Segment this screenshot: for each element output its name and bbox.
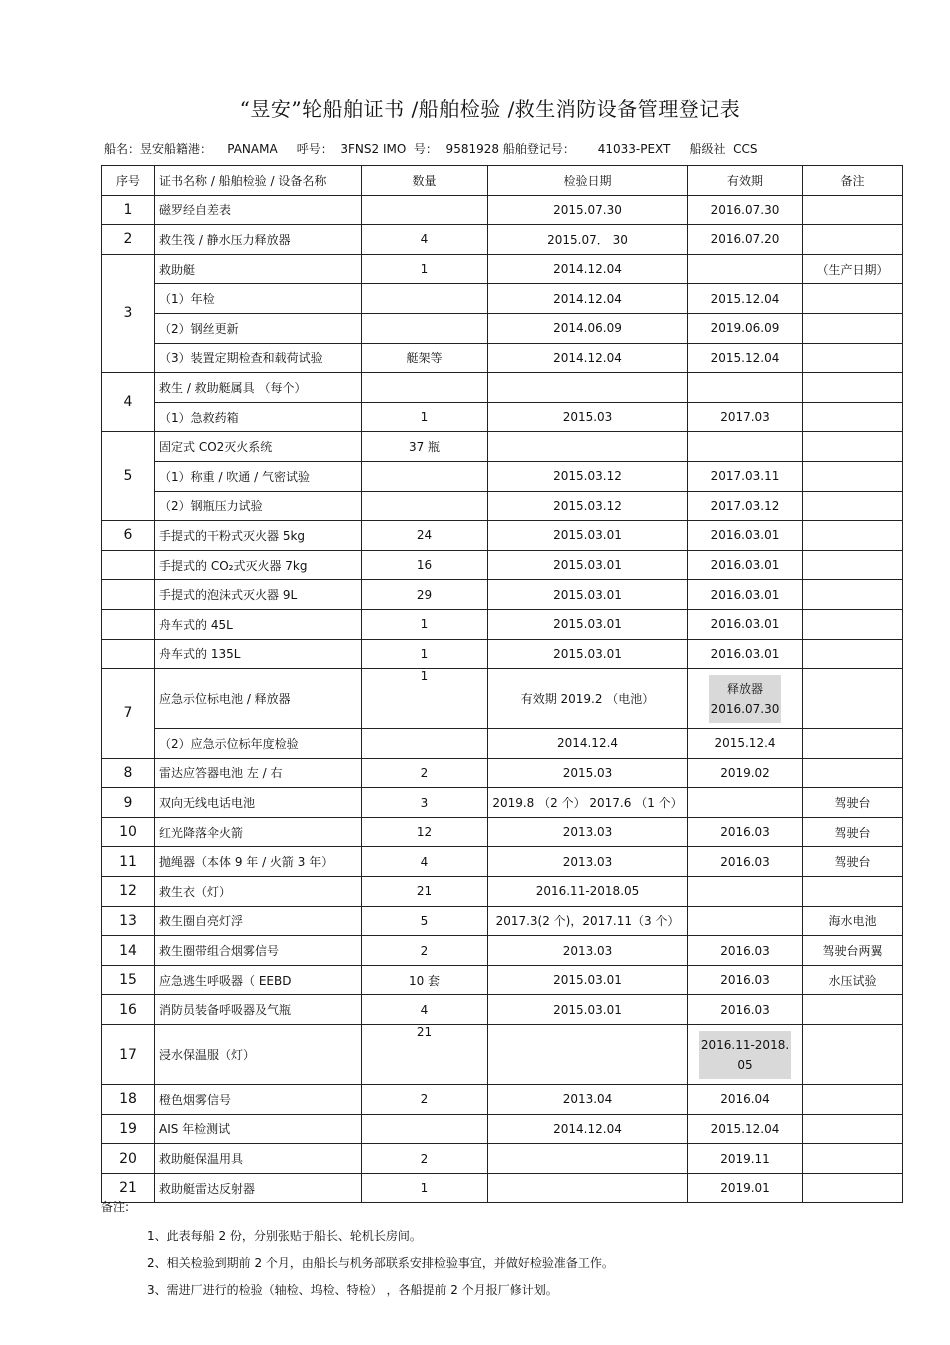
note-item: 3、需进厂进行的检验（轴检、坞检、特检） ，各船提前 2 个月报厂修计划。 [147,1283,558,1297]
cell-qty [362,373,488,403]
cell-qty: 2 [362,758,488,788]
cell-name: 浸水保温服（灯） [155,1025,362,1085]
cell-date: 2015.03.01 [488,521,688,551]
cell-name: （2）应急示位标年度检验 [155,729,362,759]
table-row [102,1025,903,1085]
valid-line-1: 释放器 [726,681,763,696]
table-row [102,847,903,877]
valid-line-1: 2016.11-2018. [700,1037,790,1052]
cell-remark [803,1173,903,1203]
cell-remark [803,491,903,521]
cell-qty: 1 [362,669,488,729]
col-header-date: 检验日期 [488,166,688,196]
cell-valid: 2015.12.04 [688,284,803,314]
cell-valid [688,432,803,462]
cell-date: 2015.03.01 [488,995,688,1025]
cell-qty: 5 [362,906,488,936]
cell-no: 11 [102,847,155,877]
cell-no: 2 [102,225,155,255]
cell-remark [803,1025,903,1085]
cell-qty [362,729,488,759]
cell-date: 2015.07． 30 [488,225,688,255]
cell-date: 2015.03.12 [488,491,688,521]
col-header-name: 证书名称 / 船舶检验 / 设备名称 [155,166,362,196]
cell-name: AIS 年检测试 [155,1114,362,1144]
cell-date: 2014.12.04 [488,254,688,284]
page-title: “昱安”轮船舶证书 /船舶检验 /救生消防设备管理登记表 [239,97,741,121]
cell-date: 2013.04 [488,1085,688,1115]
cell-qty [362,1114,488,1144]
cell-remark [803,225,903,255]
cell-qty: 1 [362,402,488,432]
table-row [102,817,903,847]
cell-no: 5 [102,432,155,521]
cell-name: 救生筏 / 静水压力释放器 [155,225,362,255]
cell-no: 6 [102,521,155,551]
table-row [102,1144,903,1174]
table-row [102,373,903,403]
cell-date: 2015.03.01 [488,550,688,580]
cell-qty: 21 [362,1025,488,1085]
cell-date: 有效期 2019.2 （电池） [488,669,688,729]
cell-remark [803,402,903,432]
cell-name: 手提式的泡沫式灭火器 9L [155,580,362,610]
cell-valid: 2016.03 [688,995,803,1025]
cell-no: 20 [102,1144,155,1174]
cell-no: 7 [102,669,155,759]
cell-name: （2）钢丝更新 [155,313,362,343]
cell-name: （1）年检 [155,284,362,314]
cell-no: 12 [102,877,155,907]
cell-valid: 2015.12.04 [688,1114,803,1144]
valid-line-2: 2016.07.30 [710,701,780,716]
cell-valid: 2017.03.11 [688,461,803,491]
table-row [102,195,903,225]
table-row [102,254,903,284]
table-row [102,491,903,521]
cell-date: 2015.03 [488,402,688,432]
cell-valid: 2019.11 [688,1144,803,1174]
cell-remark [803,432,903,462]
cell-no: 17 [102,1025,155,1085]
table-row [102,936,903,966]
cell-no: 21 [102,1173,155,1203]
table-row [102,402,903,432]
cell-valid: 2017.03 [688,402,803,432]
cell-remark [803,284,903,314]
cell-remark [803,995,903,1025]
cell-qty: 24 [362,521,488,551]
cell-date [488,373,688,403]
table-row [102,995,903,1025]
table-row [102,1085,903,1115]
cell-name: 固定式 CO2灭火系统 [155,432,362,462]
cell-qty: 1 [362,639,488,669]
cell-qty [362,491,488,521]
cell-name: 橙色烟雾信号 [155,1085,362,1115]
cell-qty: 4 [362,847,488,877]
cell-valid: 2016.03 [688,817,803,847]
cell-remark: 海水电池 [803,906,903,936]
note-item: 2、相关检验到期前 2 个月，由船长与机务部联系安排检验事宜，并做好检验准备工作。 [147,1256,614,1270]
cell-valid: 2015.12.4 [688,729,803,759]
cell-name: 消防员装备呼吸器及气瓶 [155,995,362,1025]
cell-name: 舟车式的 135L [155,639,362,669]
table-row [102,313,903,343]
cell-no: 14 [102,936,155,966]
cell-qty: 4 [362,995,488,1025]
table-row [102,1114,903,1144]
cell-name: 雷达应答器电池 左 / 右 [155,758,362,788]
cell-remark [803,669,903,729]
cell-qty: 12 [362,817,488,847]
cell-remark [803,343,903,373]
cell-no: 18 [102,1085,155,1115]
cell-qty: 1 [362,254,488,284]
cell-valid: 2016.07.20 [688,225,803,255]
cell-name: 应急示位标电池 / 释放器 [155,669,362,729]
cell-name: 手提式的 CO₂式灭火器 7kg [155,550,362,580]
table-row [102,521,903,551]
cell-date: 2015.03.01 [488,580,688,610]
cell-remark [803,1144,903,1174]
cell-date [488,1144,688,1174]
cell-valid: 2019.02 [688,758,803,788]
table-row [102,639,903,669]
cell-valid: 2015.12.04 [688,343,803,373]
cell-qty: 2 [362,936,488,966]
cell-name: 红光降落伞火箭 [155,817,362,847]
valid-line-2: 05 [737,1057,753,1072]
cell-date: 2015.03.01 [488,609,688,639]
valid-highlight [709,675,782,723]
cell-valid [688,254,803,284]
cell-remark [803,1085,903,1115]
cell-valid [688,373,803,403]
cell-remark: 驾驶台 [803,847,903,877]
cell-remark [803,195,903,225]
cell-valid: 2016.07.30 [688,195,803,225]
table-row [102,343,903,373]
cell-date [488,1025,688,1085]
cell-remark [803,1114,903,1144]
cell-valid: 2016.03.01 [688,580,803,610]
table-row [102,965,903,995]
table-row [102,225,903,255]
cell-date: 2019.8 （2 个） 2017.6 （1 个） [488,788,688,818]
cell-date: 2013.03 [488,847,688,877]
cell-remark [803,313,903,343]
cell-name: 救生圈带组合烟雾信号 [155,936,362,966]
cell-valid [688,669,803,729]
cell-valid: 2016.03.01 [688,550,803,580]
table-row [102,580,903,610]
col-header-remark: 备注 [803,166,903,196]
cell-valid: 2016.03 [688,965,803,995]
cell-qty: 21 [362,877,488,907]
cell-no: 9 [102,788,155,818]
note-item: 1、此表每船 2 份，分别张贴于船长、轮机长房间。 [147,1229,422,1243]
cell-no [102,639,155,669]
col-header-no: 序号 [102,166,155,196]
cell-name: 应急逃生呼吸器（ EEBD [155,965,362,995]
cell-valid: 2016.03 [688,936,803,966]
cell-valid: 2019.06.09 [688,313,803,343]
cell-qty: 1 [362,1173,488,1203]
cell-qty: 37 瓶 [362,432,488,462]
cell-date [488,432,688,462]
table-row [102,906,903,936]
cell-date: 2013.03 [488,817,688,847]
cell-date: 2015.03.12 [488,461,688,491]
cell-date: 2013.03 [488,936,688,966]
table-row [102,669,903,729]
col-header-qty: 数量 [362,166,488,196]
cell-name: 救助艇 [155,254,362,284]
cell-no: 8 [102,758,155,788]
cell-remark [803,461,903,491]
cell-valid: 2016.03.01 [688,521,803,551]
cell-name: （1）急救药箱 [155,402,362,432]
cell-date: 2015.03.01 [488,965,688,995]
cell-name: 救助艇保温用具 [155,1144,362,1174]
cell-remark [803,373,903,403]
cell-date: 2014.12.04 [488,284,688,314]
cell-date: 2016.11-2018.05 [488,877,688,907]
cell-valid: 2016.03 [688,847,803,877]
cell-qty: 艇架等 [362,343,488,373]
cell-no: 16 [102,995,155,1025]
cell-name: 救助艇雷达反射器 [155,1173,362,1203]
cell-valid: 2016.04 [688,1085,803,1115]
cell-valid: 2016.03.01 [688,639,803,669]
cell-remark: （生产日期） [803,254,903,284]
cell-date: 2014.12.04 [488,1114,688,1144]
cell-qty: 2 [362,1144,488,1174]
cell-date: 2014.12.04 [488,343,688,373]
cell-remark [803,609,903,639]
valid-highlight [699,1031,791,1079]
cell-qty: 10 套 [362,965,488,995]
cell-remark [803,758,903,788]
table-row [102,432,903,462]
cell-no: 1 [102,195,155,225]
cell-date: 2015.03.01 [488,639,688,669]
cell-date: 2017.3(2 个)，2017.11（3 个） [488,906,688,936]
cell-date: 2014.06.09 [488,313,688,343]
cell-name: （2）钢瓶压力试验 [155,491,362,521]
cell-no: 4 [102,373,155,432]
col-header-valid: 有效期 [688,166,803,196]
cell-remark [803,521,903,551]
cell-name: （1）称重 / 吹通 / 气密试验 [155,461,362,491]
cell-date: 2014.12.4 [488,729,688,759]
cell-no: 15 [102,965,155,995]
cell-remark [803,639,903,669]
cell-valid [688,1025,803,1085]
cell-remark [803,877,903,907]
cell-no [102,550,155,580]
cell-no: 19 [102,1114,155,1144]
ship-info: 船名：昱安船籍港： PANAMA 呼号： 3FNS2 IMO 号： 9581928 船舶登记号： 41033-PEXT 船级社 CCS [104,142,758,156]
cell-name: 舟车式的 45L [155,609,362,639]
table-row [102,284,903,314]
table-header-row [102,166,903,196]
cell-qty [362,461,488,491]
notes-heading: 备注: [101,1200,130,1214]
cell-qty: 29 [362,580,488,610]
table-row [102,609,903,639]
cell-qty [362,195,488,225]
cell-qty: 16 [362,550,488,580]
cell-qty [362,313,488,343]
cell-remark [803,550,903,580]
table-row [102,550,903,580]
register-table [101,165,903,1203]
cell-remark [803,729,903,759]
cell-no: 3 [102,254,155,372]
cell-remark: 驾驶台 [803,817,903,847]
cell-no: 10 [102,817,155,847]
cell-valid [688,877,803,907]
table-row [102,758,903,788]
table-row [102,729,903,759]
cell-valid [688,906,803,936]
cell-remark: 水压试验 [803,965,903,995]
cell-name: 救生圈自亮灯浮 [155,906,362,936]
cell-name: 救生 / 救助艇属具 （每个） [155,373,362,403]
cell-date: 2015.03 [488,758,688,788]
table-row [102,788,903,818]
cell-qty: 4 [362,225,488,255]
cell-valid: 2016.03.01 [688,609,803,639]
cell-valid [688,788,803,818]
cell-name: 磁罗经自差表 [155,195,362,225]
cell-remark: 驾驶台 [803,788,903,818]
cell-qty [362,284,488,314]
cell-name: 双向无线电话电池 [155,788,362,818]
notes-section [101,1198,614,1304]
cell-remark [803,580,903,610]
cell-name: （3）装置定期检查和载荷试验 [155,343,362,373]
cell-qty: 3 [362,788,488,818]
table-row [102,461,903,491]
cell-no: 13 [102,906,155,936]
cell-qty: 1 [362,609,488,639]
cell-date: 2015.07.30 [488,195,688,225]
cell-valid: 2019.01 [688,1173,803,1203]
cell-name: 救生衣（灯） [155,877,362,907]
cell-valid: 2017.03.12 [688,491,803,521]
cell-no [102,580,155,610]
cell-remark: 驾驶台两翼 [803,936,903,966]
table-row [102,877,903,907]
cell-name: 抛绳器（本体 9 年 / 火箭 3 年） [155,847,362,877]
cell-qty: 2 [362,1085,488,1115]
cell-no [102,609,155,639]
cell-name: 手提式的干粉式灭火器 5kg [155,521,362,551]
